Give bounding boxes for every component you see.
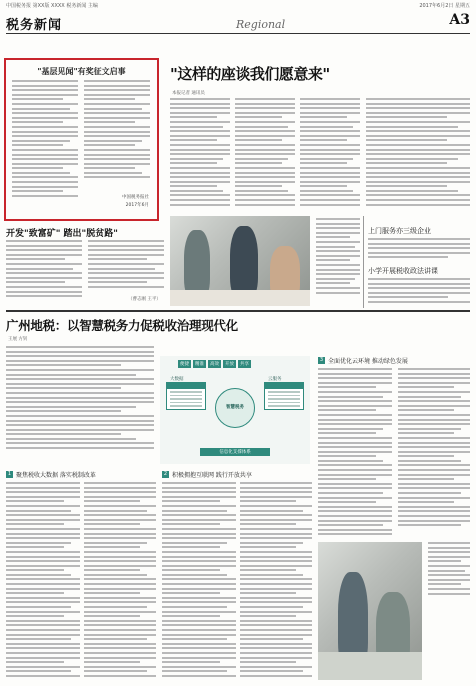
- news-photo: [170, 216, 310, 306]
- side-headline-1: 上门服务亦三级企业: [368, 227, 431, 235]
- right-text-col-1: [318, 368, 392, 538]
- section-1-heading: [6, 470, 96, 479]
- smart-tax-diagram: [160, 356, 310, 464]
- diagram-tag-2: 精准: [195, 362, 204, 367]
- side-text-1: [368, 238, 470, 262]
- section-1-badge-icon: 1: [7, 471, 12, 477]
- masthead-left: 中国税务报 第XX版 XXXX 税务新闻 主编: [6, 3, 98, 9]
- notice-box: [4, 58, 159, 221]
- masthead-date: 2017年6月2日 星期五: [419, 3, 470, 9]
- section-1-title: 聚焦税收大数据 落实税制改革: [16, 472, 96, 479]
- diagram-tag-4: 开放: [225, 362, 234, 367]
- diagram-right-label: 云服务: [268, 377, 282, 382]
- page-code: A3: [449, 12, 470, 28]
- section-3-title: 全面优化云环境 推动绿色发展: [328, 358, 408, 365]
- section-header: [6, 12, 470, 34]
- notice-text-col-2: [84, 80, 150, 185]
- lead-text-col-1: [170, 98, 230, 210]
- left-text-col-1: [6, 240, 82, 302]
- main-byline: 王展 方钊: [8, 337, 28, 342]
- masthead: [6, 2, 470, 11]
- section-2-heading: [162, 470, 252, 479]
- lead-text-col-2: [235, 98, 295, 210]
- section-2-badge-icon: 2: [163, 471, 168, 477]
- left-author: （曹志刚 王平）: [128, 297, 161, 302]
- lead-text-col-4: [366, 98, 470, 210]
- section-title: 税务新闻: [6, 18, 63, 33]
- diagram-tag-3: 高效: [210, 362, 219, 367]
- section-regional: Regional: [236, 18, 286, 31]
- main-headline: 广州地税：以智慧税务力促税收治理现代化: [6, 318, 238, 333]
- bottom-photo-caption: [428, 542, 470, 606]
- lead-text-col-3: [300, 98, 360, 210]
- bottom-photo: [318, 542, 422, 680]
- lower-text-col-4: [240, 482, 312, 680]
- diagram-tag-5: 共享: [240, 362, 249, 367]
- right-text-col-2: [398, 368, 470, 528]
- side-text-2: [368, 278, 470, 306]
- diagram-left-label: 大数据: [170, 377, 184, 382]
- diagram-bottom-label: 信息化支撑体系: [200, 448, 270, 456]
- left-text-col-2: [88, 240, 164, 294]
- lower-text-col-2: [84, 482, 156, 680]
- diagram-center-label: 智慧税务: [226, 405, 244, 410]
- side-headline-2: 小学开展税收政法讲课: [368, 267, 438, 275]
- lead-headline: "这样的座谈我们愿意来": [170, 65, 330, 83]
- diagram-tag-1: 便捷: [180, 362, 189, 367]
- notice-title: "基层见闻"有奖征文启事: [37, 67, 126, 76]
- lower-text-col-3: [162, 482, 236, 680]
- notice-date: 2017年6月: [125, 203, 149, 208]
- notice-org: 中国税务报社: [122, 195, 149, 200]
- photo-caption-text: [316, 218, 360, 304]
- lead-byline: 本报记者 通讯员: [172, 91, 205, 96]
- diagram-top-tags: [178, 360, 251, 368]
- section-3-badge-icon: 3: [319, 357, 324, 363]
- diagram-right-box: [264, 382, 304, 410]
- diagram-left-box: [166, 382, 206, 410]
- main-intro-text: [6, 346, 154, 454]
- section-3-heading: [318, 356, 408, 365]
- lower-text-col-1: [6, 482, 80, 680]
- notice-text-col-1: [12, 80, 78, 200]
- left-headline: 开发"致富矿" 踏出"脱贫路": [6, 229, 118, 239]
- section-2-title: 积极拥抱互联网 践行开放共享: [172, 472, 252, 479]
